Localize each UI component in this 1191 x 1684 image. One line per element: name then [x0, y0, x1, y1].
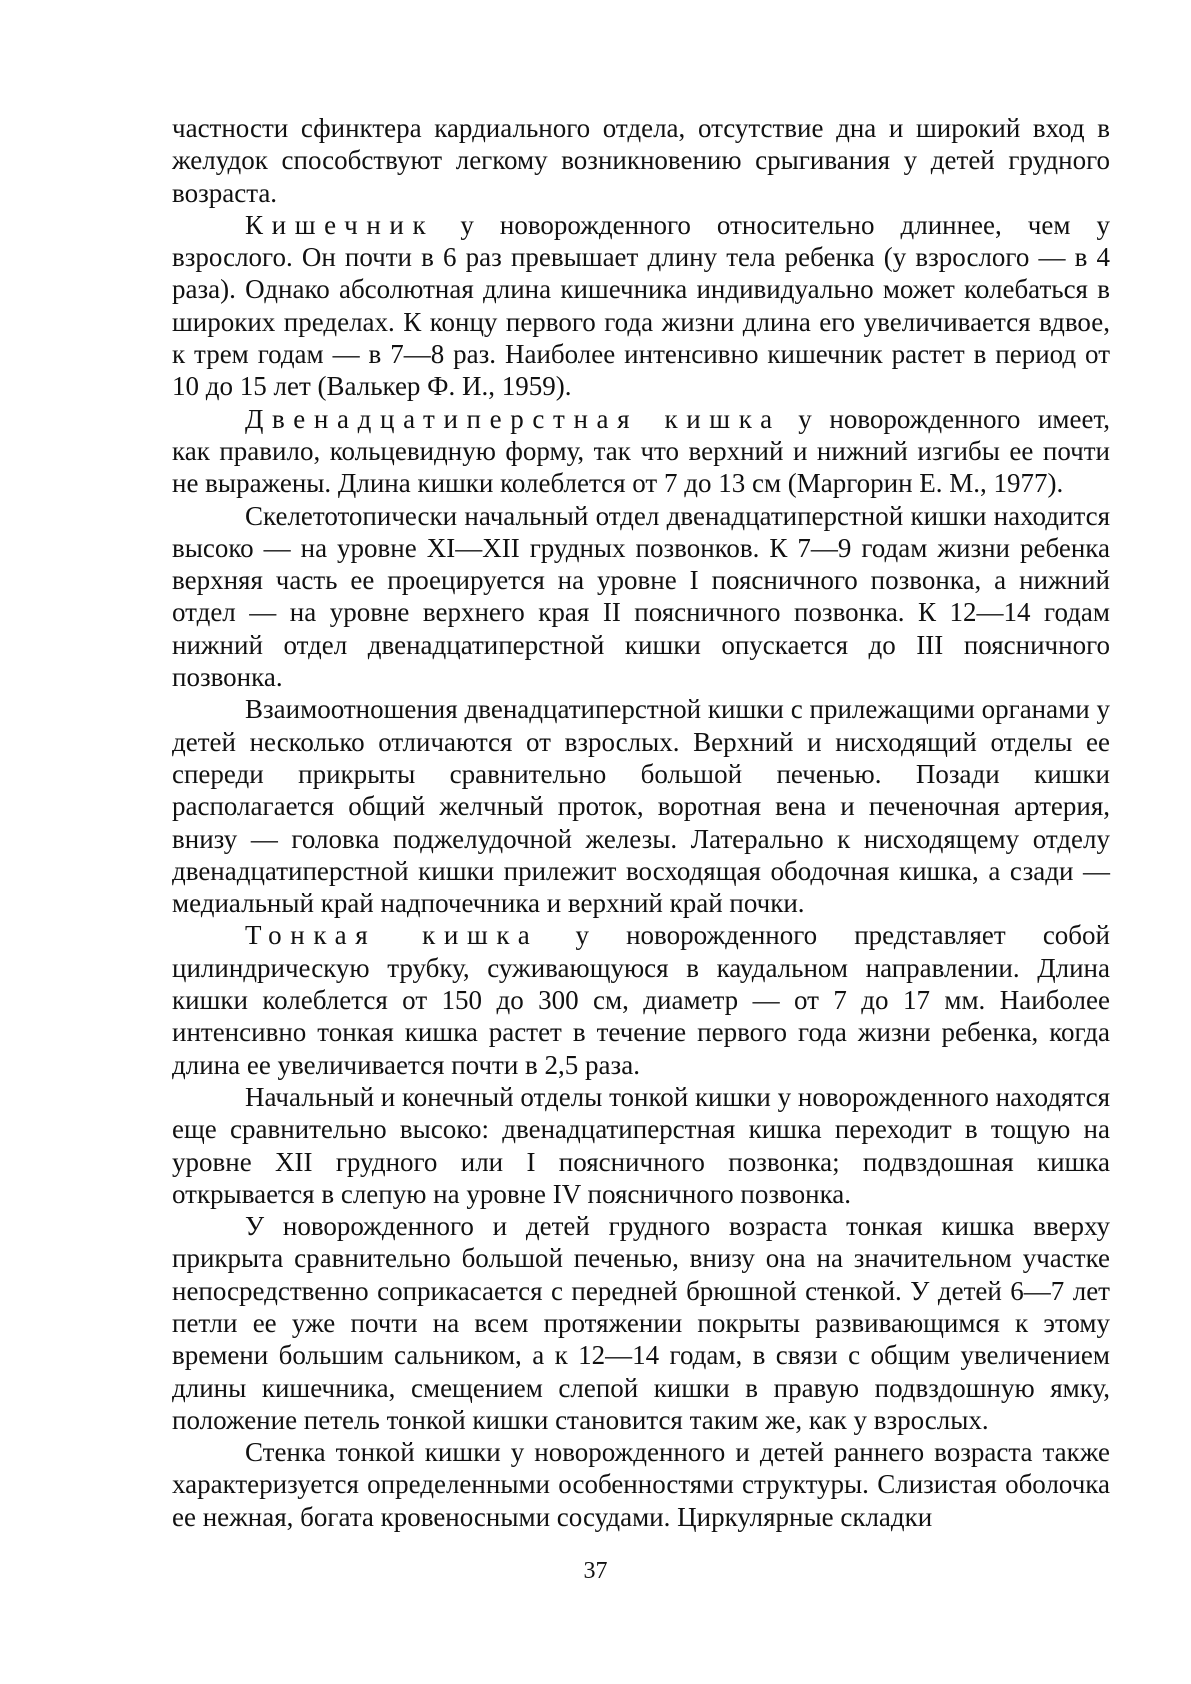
- paragraph-6-term: Тонкая кишка: [245, 920, 539, 951]
- paragraph-8: [172, 1210, 1110, 1436]
- paragraph-3: [172, 403, 1110, 500]
- page-number: 37: [583, 1558, 608, 1584]
- paragraph-2-text: у новорожденного относительно длиннее, чем у взрослого. Он почти в 6 раз превышает длину тела ребенка (у взрослого — в 4 раза). Однако абсолютная длина кишечника индивидуально может колебаться в широких пределах. К концу первого года жизни длина его увеличивается вдвое, к трем годам — в 7—8 раз. Наиболее интенсивно кишечник растет в период от 10 до 15 лет (Валькер Ф. И., 1959).: [172, 209, 1110, 402]
- paragraph-5-text: Взаимоотношения двенадцатиперстной кишки с прилежащими органами у детей несколько отличаются от взрослых. Верхний и нисходящий отделы ее спереди прикрыты сравнительно большой печенью. Позади кишки располагается общий желчный проток, воротная вена и печеночная артерия, внизу — головка поджелудочной железы. Латерально к нисходящему отделу двенадцатиперстной кишки прилежит восходящая ободочная кишка, а сзади — медиальный край надпочечника и верхний край почки.: [172, 694, 1110, 919]
- paragraph-9: [172, 1436, 1110, 1533]
- page-body: [172, 112, 1110, 1533]
- paragraph-2-term: Кишечник: [245, 209, 435, 240]
- paragraph-8-text: У новорожденного и детей грудного возраста тонкая кишка вверху прикрыта сравнительно большой печенью, внизу она на значительном участке непосредственно соприкасается с передней брюшной стенкой. У детей 6—7 лет петли ее уже почти на всем протяжении покрыты развивающимся к этому времени большим сальником, а к 12—14 годам, в связи с общим увеличением длины кишечника, смещением слепой кишки в правую подвздошную ямку, положение петель тонкой кишки становится таким же, как у взрослых.: [172, 1211, 1110, 1435]
- paragraph-5: [172, 693, 1110, 919]
- paragraph-3-text: у новорожденного имеет, как правило, кольцевидную форму, так что верхний и нижний изгибы ее почти не выражены. Длина кишки колеблется от 7 до 13 см (Маргорин Е. М., 1977).: [172, 403, 1111, 499]
- paragraph-6: [172, 919, 1110, 1080]
- paragraph-7: [172, 1081, 1110, 1210]
- paragraph-1: [172, 112, 1110, 209]
- paragraph-4: [172, 500, 1110, 694]
- paragraph-3-term: Двенадцатиперстная кишка: [245, 403, 781, 434]
- paragraph-2: [172, 209, 1110, 403]
- paragraph-6-text: у новорожденного представляет собой цилиндрическую трубку, суживающуюся в каудальном направлении. Длина кишки колеблется от 150 до 300 см, диаметр — от 7 до 17 мм. Наиболее интенсивно тонкая кишка растет в течение первого года жизни ребенка, когда длина ее увеличивается почти в 2,5 раза.: [172, 920, 1110, 1080]
- paragraph-1-text: частности сфинктера кардиального отдела, отсутствие дна и широкий вход в желудок способствуют легкому возникновению срыгивания у детей грудного возраста.: [172, 113, 1110, 208]
- paragraph-7-text: Начальный и конечный отделы тонкой кишки у новорожденного находятся еще сравнительно высоко: двенадцатиперстная кишка переходит в тощую на уровне XII грудного или I поясничного позвонка; подвздошная кишка открывается в слепую на уровне IV поясничного позвонка.: [172, 1081, 1110, 1209]
- paragraph-9-text: Стенка тонкой кишки у новорожденного и детей раннего возраста также характеризуется определенными особенностями структуры. Слизистая оболочка ее нежная, богата кровеносными сосудами. Циркулярные складки: [172, 1437, 1110, 1532]
- paragraph-4-text: Скелетотопически начальный отдел двенадцатиперстной кишки находится высоко — на уровне XI—XII грудных позвонков. К 7—9 годам жизни ребенка верхняя часть ее проецируется на уровне I поясничного позвонка, а нижний отдел — на уровне верхнего края II поясничного позвонка. К 12—14 годам нижний отдел двенадцатиперстной кишки опускается до III поясничного позвонка.: [172, 500, 1110, 693]
